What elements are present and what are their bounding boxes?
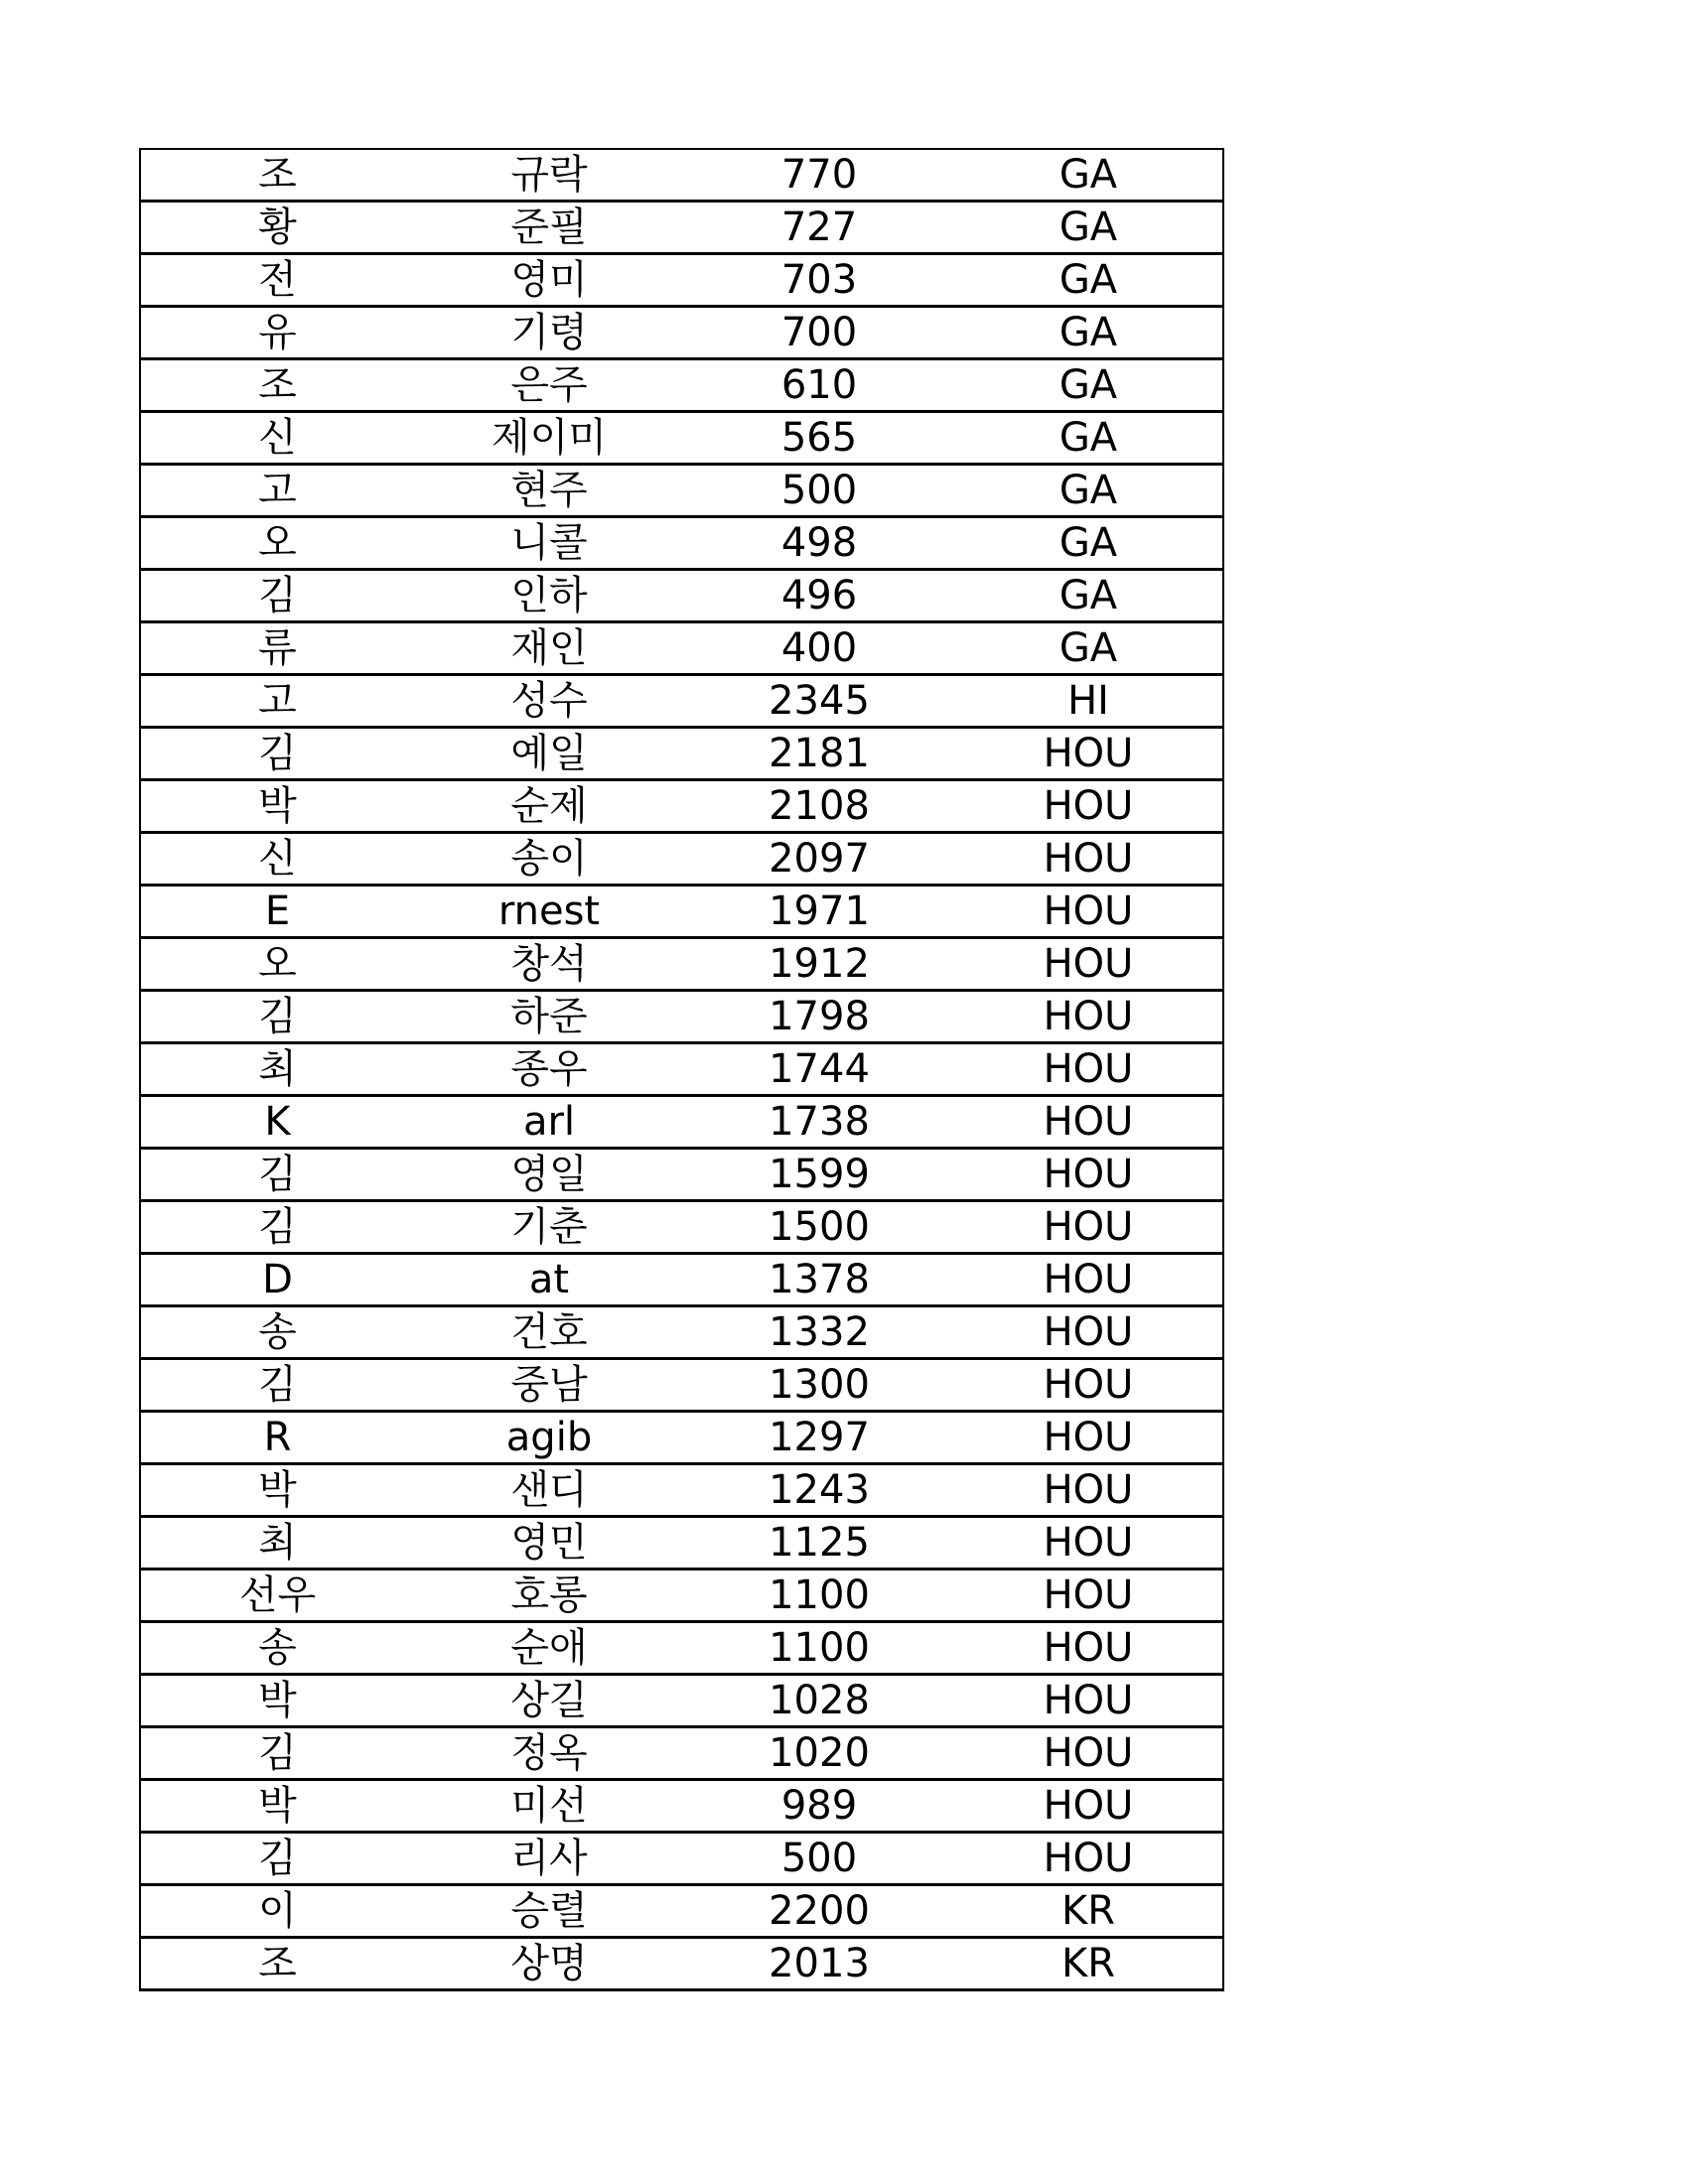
score-cell: 1738 bbox=[769, 1099, 870, 1145]
given-name-cell: 순제 bbox=[510, 783, 588, 829]
table-row bbox=[141, 466, 1222, 518]
surname-cell: 최 bbox=[258, 1046, 297, 1092]
given-name-cell: 정옥 bbox=[510, 1730, 588, 1776]
region-cell: HOU bbox=[1043, 836, 1134, 882]
surname-cell: 김 bbox=[258, 994, 297, 1039]
table-row bbox=[141, 518, 1222, 571]
table-row bbox=[141, 203, 1222, 255]
surname-cell: 박 bbox=[258, 1678, 297, 1723]
score-cell: 703 bbox=[780, 257, 858, 303]
surname-cell: 황 bbox=[258, 205, 297, 250]
given-name-cell: 제이미 bbox=[492, 415, 607, 461]
region-cell: HOU bbox=[1043, 1362, 1134, 1408]
surname-cell: R bbox=[263, 1415, 292, 1460]
surname-cell: 박 bbox=[258, 1467, 297, 1513]
given-name-cell: 상명 bbox=[510, 1941, 588, 1986]
given-name-cell: 건호 bbox=[510, 1309, 588, 1355]
region-cell: GA bbox=[1058, 415, 1118, 461]
given-name-cell: 순애 bbox=[510, 1625, 588, 1671]
given-name-cell: 창석 bbox=[510, 941, 588, 987]
surname-cell: 유 bbox=[258, 310, 297, 355]
given-name-cell: 재인 bbox=[510, 625, 588, 671]
given-name-cell: 인하 bbox=[510, 573, 588, 618]
surname-cell: 류 bbox=[258, 625, 297, 671]
given-name-cell: 준필 bbox=[510, 205, 588, 250]
table-row bbox=[141, 308, 1222, 360]
region-cell: HOU bbox=[1043, 1625, 1134, 1671]
score-cell: 1500 bbox=[769, 1204, 870, 1250]
score-cell: 1100 bbox=[769, 1625, 870, 1671]
table-row bbox=[141, 676, 1222, 729]
given-name-cell: 니콜 bbox=[510, 520, 588, 566]
score-cell: 1912 bbox=[769, 941, 870, 987]
score-cell: 2181 bbox=[769, 731, 870, 776]
table-row bbox=[141, 729, 1222, 781]
surname-cell: 박 bbox=[258, 783, 297, 829]
region-cell: HOU bbox=[1043, 1099, 1134, 1145]
table-row bbox=[141, 1150, 1222, 1202]
table-row bbox=[141, 992, 1222, 1044]
given-name-cell: 현주 bbox=[510, 468, 588, 513]
surname-cell: 김 bbox=[258, 573, 297, 618]
given-name-cell: arl bbox=[522, 1099, 576, 1145]
score-cell: 1100 bbox=[769, 1572, 870, 1618]
given-name-cell: 기춘 bbox=[510, 1204, 588, 1250]
score-cell: 400 bbox=[780, 625, 858, 671]
region-cell: HOU bbox=[1043, 888, 1134, 934]
score-cell: 496 bbox=[780, 573, 858, 618]
score-cell: 1798 bbox=[769, 994, 870, 1039]
surname-cell: 고 bbox=[258, 678, 297, 724]
region-cell: HOU bbox=[1043, 1046, 1134, 1092]
given-name-cell: 예일 bbox=[510, 731, 588, 776]
surname-cell: 신 bbox=[258, 836, 297, 882]
table-row bbox=[141, 1044, 1222, 1097]
surname-cell: 최 bbox=[258, 1520, 297, 1566]
surname-cell: E bbox=[264, 888, 291, 934]
region-cell: GA bbox=[1058, 468, 1118, 513]
surname-cell: 김 bbox=[258, 1730, 297, 1776]
region-cell: HI bbox=[1067, 678, 1109, 724]
region-cell: HOU bbox=[1043, 1836, 1134, 1881]
table-row bbox=[141, 939, 1222, 992]
region-cell: HOU bbox=[1043, 1204, 1134, 1250]
region-cell: HOU bbox=[1043, 783, 1134, 829]
score-cell: 2097 bbox=[769, 836, 870, 882]
given-name-cell: 종우 bbox=[510, 1046, 588, 1092]
surname-cell: 김 bbox=[258, 1152, 297, 1197]
given-name-cell: 영민 bbox=[510, 1520, 588, 1566]
score-cell: 2345 bbox=[769, 678, 870, 724]
given-name-cell: 규락 bbox=[510, 152, 588, 198]
score-cell: 700 bbox=[780, 310, 858, 355]
table-row bbox=[141, 413, 1222, 466]
given-name-cell: agib bbox=[505, 1415, 593, 1460]
given-name-cell: 성수 bbox=[510, 678, 588, 724]
region-cell: GA bbox=[1058, 362, 1118, 408]
given-name-cell: 호롱 bbox=[510, 1572, 588, 1618]
score-cell: 1332 bbox=[769, 1309, 870, 1355]
table-row bbox=[141, 1570, 1222, 1623]
data-table bbox=[139, 148, 1224, 1991]
score-cell: 770 bbox=[780, 152, 858, 198]
region-cell: HOU bbox=[1043, 1309, 1134, 1355]
score-cell: 1744 bbox=[769, 1046, 870, 1092]
region-cell: GA bbox=[1058, 257, 1118, 303]
region-cell: HOU bbox=[1043, 731, 1134, 776]
score-cell: 565 bbox=[780, 415, 858, 461]
table-row bbox=[141, 360, 1222, 413]
score-cell: 989 bbox=[780, 1783, 858, 1829]
given-name-cell: 은주 bbox=[510, 362, 588, 408]
region-cell: HOU bbox=[1043, 1783, 1134, 1829]
table-row bbox=[141, 887, 1222, 939]
given-name-cell: 상길 bbox=[510, 1678, 588, 1723]
region-cell: HOU bbox=[1043, 1520, 1134, 1566]
score-cell: 1971 bbox=[769, 888, 870, 934]
surname-cell: 조 bbox=[258, 152, 297, 198]
region-cell: HOU bbox=[1043, 1152, 1134, 1197]
score-cell: 500 bbox=[780, 1836, 858, 1881]
table-row bbox=[141, 1360, 1222, 1413]
score-cell: 2200 bbox=[769, 1888, 870, 1934]
region-cell: HOU bbox=[1043, 1415, 1134, 1460]
given-name-cell: rnest bbox=[497, 888, 601, 934]
given-name-cell: 하준 bbox=[510, 994, 588, 1039]
score-cell: 1020 bbox=[769, 1730, 870, 1776]
surname-cell: 조 bbox=[258, 1941, 297, 1986]
table-row bbox=[141, 150, 1222, 203]
table-row bbox=[141, 1465, 1222, 1518]
table-row bbox=[141, 834, 1222, 887]
table-row bbox=[141, 255, 1222, 308]
region-cell: HOU bbox=[1043, 941, 1134, 987]
score-cell: 1125 bbox=[769, 1520, 870, 1566]
region-cell: GA bbox=[1058, 152, 1118, 198]
region-cell: HOU bbox=[1043, 994, 1134, 1039]
score-cell: 500 bbox=[780, 468, 858, 513]
given-name-cell: 미선 bbox=[510, 1783, 588, 1829]
region-cell: GA bbox=[1058, 310, 1118, 355]
surname-cell: 김 bbox=[258, 1204, 297, 1250]
table-row bbox=[141, 1255, 1222, 1307]
region-cell: GA bbox=[1058, 573, 1118, 618]
region-cell: KR bbox=[1060, 1888, 1116, 1934]
region-cell: HOU bbox=[1043, 1257, 1134, 1302]
region-cell: HOU bbox=[1043, 1467, 1134, 1513]
score-cell: 1599 bbox=[769, 1152, 870, 1197]
surname-cell: 전 bbox=[258, 257, 297, 303]
table-row bbox=[141, 1834, 1222, 1886]
surname-cell: D bbox=[262, 1257, 293, 1302]
table-row bbox=[141, 1676, 1222, 1728]
score-cell: 1300 bbox=[769, 1362, 870, 1408]
surname-cell: 김 bbox=[258, 1836, 297, 1881]
surname-cell: 박 bbox=[258, 1783, 297, 1829]
region-cell: GA bbox=[1058, 625, 1118, 671]
surname-cell: 김 bbox=[258, 731, 297, 776]
table-row bbox=[141, 571, 1222, 623]
table-row bbox=[141, 1202, 1222, 1255]
region-cell: HOU bbox=[1043, 1678, 1134, 1723]
region-cell: GA bbox=[1058, 205, 1118, 250]
surname-cell: 송 bbox=[258, 1625, 297, 1671]
table-row bbox=[141, 1307, 1222, 1360]
score-cell: 498 bbox=[780, 520, 858, 566]
surname-cell: 오 bbox=[258, 941, 297, 987]
surname-cell: 신 bbox=[258, 415, 297, 461]
surname-cell: 송 bbox=[258, 1309, 297, 1355]
surname-cell: K bbox=[264, 1099, 291, 1145]
score-cell: 610 bbox=[780, 362, 858, 408]
table-row bbox=[141, 1781, 1222, 1834]
surname-cell: 조 bbox=[258, 362, 297, 408]
region-cell: HOU bbox=[1043, 1730, 1134, 1776]
given-name-cell: 영미 bbox=[510, 257, 588, 303]
surname-cell: 이 bbox=[258, 1888, 297, 1934]
score-cell: 1243 bbox=[769, 1467, 870, 1513]
given-name-cell: 중남 bbox=[510, 1362, 588, 1408]
region-cell: HOU bbox=[1043, 1572, 1134, 1618]
surname-cell: 오 bbox=[258, 520, 297, 566]
given-name-cell: 승렬 bbox=[510, 1888, 588, 1934]
surname-cell: 선우 bbox=[238, 1572, 317, 1618]
given-name-cell: at bbox=[528, 1257, 570, 1302]
given-name-cell: 영일 bbox=[510, 1152, 588, 1197]
table-row bbox=[141, 1097, 1222, 1150]
score-cell: 2013 bbox=[769, 1941, 870, 1986]
score-cell: 727 bbox=[780, 205, 858, 250]
table-row bbox=[141, 1413, 1222, 1465]
table-row bbox=[141, 1886, 1222, 1939]
given-name-cell: 리사 bbox=[510, 1836, 588, 1881]
table-row bbox=[141, 623, 1222, 676]
given-name-cell: 샌디 bbox=[510, 1467, 588, 1513]
given-name-cell: 기령 bbox=[510, 310, 588, 355]
table-row bbox=[141, 1728, 1222, 1781]
region-cell: KR bbox=[1060, 1941, 1116, 1986]
table-row bbox=[141, 1518, 1222, 1570]
score-cell: 2108 bbox=[769, 783, 870, 829]
region-cell: GA bbox=[1058, 520, 1118, 566]
score-cell: 1378 bbox=[769, 1257, 870, 1302]
score-cell: 1297 bbox=[769, 1415, 870, 1460]
table-row bbox=[141, 1939, 1222, 1991]
table-row bbox=[141, 781, 1222, 834]
table-row bbox=[141, 1623, 1222, 1676]
score-cell: 1028 bbox=[769, 1678, 870, 1723]
surname-cell: 고 bbox=[258, 468, 297, 513]
given-name-cell: 송이 bbox=[510, 836, 588, 882]
surname-cell: 김 bbox=[258, 1362, 297, 1408]
